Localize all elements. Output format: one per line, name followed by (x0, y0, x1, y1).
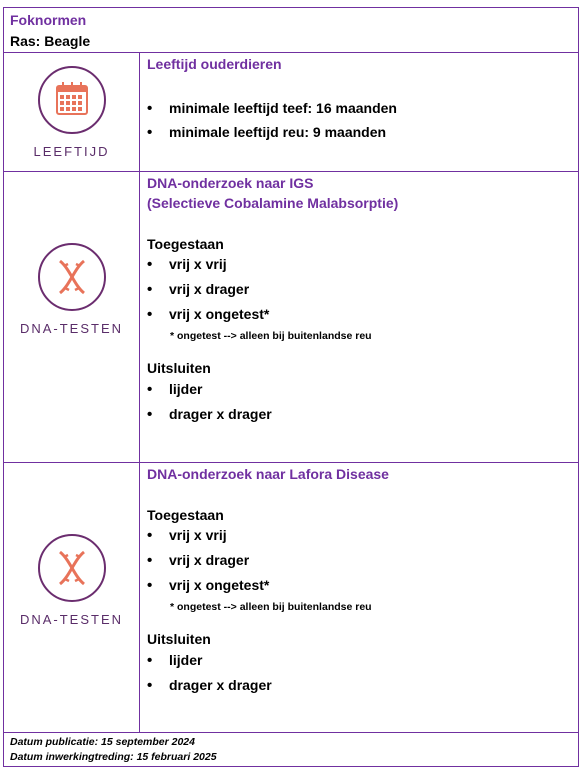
igs-section-title: DNA-onderzoek naar IGS (147, 175, 314, 191)
list-item: • vrij x drager (147, 281, 269, 306)
divider (4, 732, 578, 733)
lafora-icon-label: DNA-TESTEN (19, 612, 124, 627)
list-item: • vrij x drager (147, 552, 269, 577)
igs-note: * ongetest --> alleen bij buitenlandse reu (170, 330, 372, 342)
igs-allowed-list (147, 256, 269, 328)
lafora-exclude-list (147, 652, 272, 702)
lafora-section-title: DNA-onderzoek naar Lafora Disease (147, 466, 389, 482)
list-item: • vrij x vrij (147, 527, 269, 552)
column-divider (139, 52, 140, 732)
lafora-note: * ongetest --> alleen bij buitenlandse reu (170, 601, 372, 613)
dna-icon (38, 534, 106, 602)
igs-section-subtitle: (Selectieve Cobalamine Malabsorptie) (147, 195, 399, 211)
breed-label: Ras: Beagle (10, 33, 91, 49)
norms-table (3, 7, 579, 767)
igs-allowed-heading: Toegestaan (147, 236, 224, 252)
dna-icon (38, 243, 106, 311)
age-icon-cell (4, 52, 139, 171)
age-section-title: Leeftijd ouderdieren (147, 56, 282, 72)
lafora-allowed-list (147, 527, 269, 599)
calendar-icon (38, 66, 106, 134)
list-item: • lijder (147, 652, 272, 677)
list-item: • vrij x vrij (147, 256, 269, 281)
list-item: • lijder (147, 381, 272, 406)
list-item: • drager x drager (147, 406, 272, 431)
age-list (147, 100, 397, 148)
lafora-exclude-heading: Uitsluiten (147, 631, 211, 647)
list-item: • vrij x ongetest* (147, 306, 269, 328)
list-item: • minimale leeftijd reu: 9 maanden (147, 124, 397, 148)
age-icon-label: LEEFTIJD (33, 144, 110, 159)
list-item: • vrij x ongetest* (147, 577, 269, 599)
list-item: • drager x drager (147, 677, 272, 702)
list-item: • minimale leeftijd teef: 16 maanden (147, 100, 397, 124)
publication-date: Datum publicatie: 15 september 2024 (10, 736, 195, 748)
igs-exclude-list (147, 381, 272, 431)
igs-exclude-heading: Uitsluiten (147, 360, 211, 376)
lafora-allowed-heading: Toegestaan (147, 507, 224, 523)
effective-date: Datum inwerkingtreding: 15 februari 2025 (10, 751, 217, 763)
igs-icon-label: DNA-TESTEN (19, 321, 124, 336)
lafora-icon-cell (4, 462, 139, 732)
page-title: Foknormen (10, 12, 87, 28)
igs-icon-cell (4, 171, 139, 462)
